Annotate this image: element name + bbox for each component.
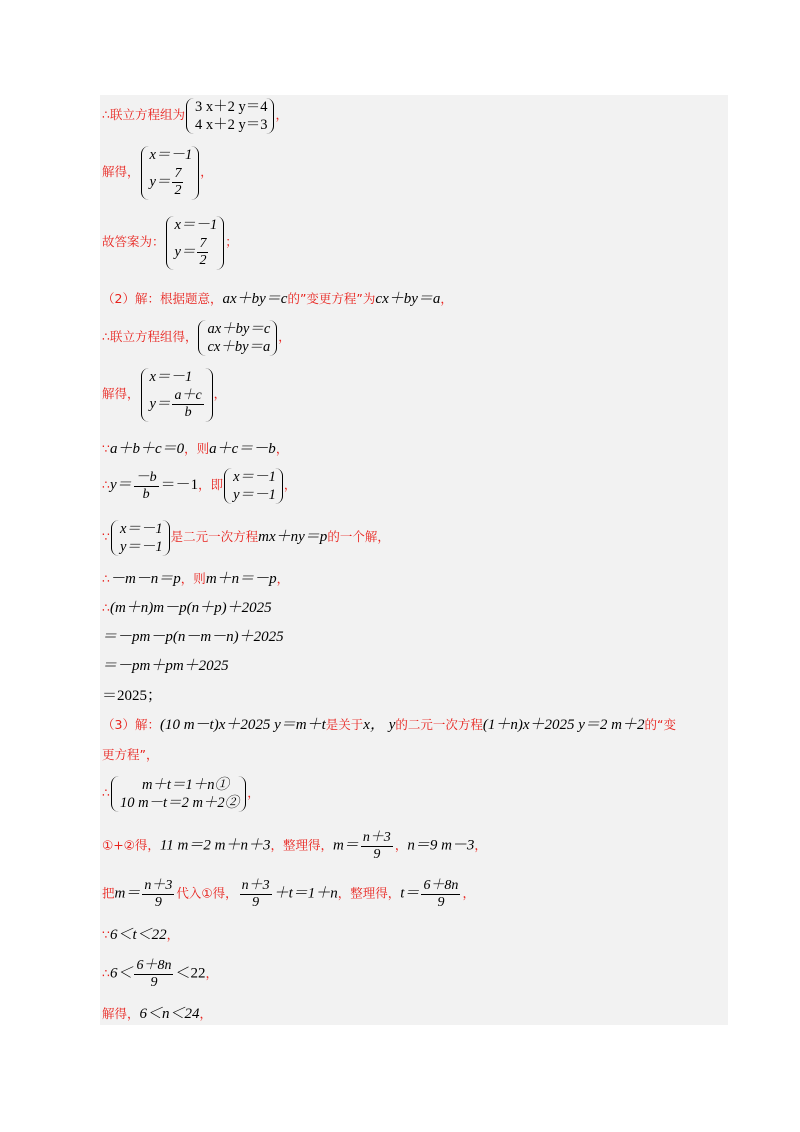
equation: x＝－1 [233, 469, 276, 485]
text: 解得， [102, 386, 140, 402]
text: ∴ [102, 477, 110, 493]
denominator: 9 [252, 895, 260, 910]
denominator: 9 [150, 975, 158, 990]
text: 的一个解， [327, 529, 390, 545]
text: ，整理得， [270, 837, 333, 853]
text: 解得， [102, 1006, 140, 1021]
equation: 6＜n＜24 [139, 1006, 200, 1022]
text: ； [225, 234, 238, 250]
text: ①+②得， [102, 837, 160, 853]
line-part3-cont: 更方程”， [102, 747, 159, 762]
text: ， [278, 329, 291, 345]
text: ， [283, 477, 297, 493]
text: ， [199, 1006, 213, 1021]
text: ∴ [102, 785, 110, 801]
numerator: 6＋8n [423, 878, 459, 893]
text: ，则 [180, 571, 206, 586]
equation: ax＋by＝c [207, 321, 271, 337]
lhs: y＝ [174, 244, 196, 260]
text: ，整理得， [337, 885, 401, 901]
line-system-2 [102, 320, 291, 356]
equation: cx＋by＝a [375, 291, 441, 307]
text: ， [474, 837, 487, 853]
equation: ＝－1 [160, 477, 199, 494]
denominator: b [184, 405, 192, 421]
text: ， [462, 885, 475, 901]
equation: m＝ [114, 885, 141, 902]
line-solution-2 [102, 368, 226, 422]
equation: 3 x＋2 y＝4 [194, 99, 268, 115]
text: 的”变更方程”为 [287, 291, 376, 306]
text: ， [275, 441, 289, 456]
text: ， [213, 386, 227, 402]
text: 解得， [102, 164, 140, 180]
equation-system [223, 468, 284, 504]
text: ∴ [102, 600, 110, 615]
equation-system [140, 368, 214, 422]
numerator: a＋c [174, 388, 202, 404]
line-system-3 [102, 776, 260, 812]
equation [175, 234, 218, 270]
lhs: y＝ [149, 174, 171, 190]
text: ， [205, 965, 218, 981]
numerator: －b [135, 469, 157, 485]
equation: －m－n＝p [109, 571, 181, 587]
line-because-1 [102, 440, 288, 459]
equation-system [110, 776, 247, 812]
text: ， [275, 107, 288, 123]
line-therefore-1 [102, 468, 296, 504]
text: （2）解：根据题意， [102, 291, 223, 306]
denominator: 9 [373, 847, 381, 862]
text: 是二元一次方程 [170, 529, 259, 545]
numerator: 7 [174, 166, 182, 182]
numerator: n＋3 [362, 830, 391, 845]
fraction [134, 958, 173, 991]
text: ，则 [184, 441, 210, 456]
equation: y＝－1 [119, 539, 163, 555]
denominator: b [142, 486, 150, 502]
text: ， [276, 571, 290, 586]
equation: (m＋n)m－p(n＋p)＋2025 [109, 600, 272, 616]
numerator: n＋3 [241, 878, 270, 893]
equation: m＋n＝－p [205, 571, 277, 587]
fraction [361, 830, 393, 863]
equation: t＝ [400, 885, 420, 902]
fraction [134, 470, 159, 503]
text: ∴联立方程组得， [102, 329, 198, 345]
text: ∵ [102, 927, 110, 942]
line-expression [102, 599, 272, 618]
denominator: 9 [154, 895, 162, 910]
equation-system [185, 98, 276, 134]
equation-system [197, 320, 278, 356]
equation: a＋b＋c＝0 [109, 441, 185, 457]
text: 故答案为： [102, 234, 165, 250]
text: 的二元一次方程 [395, 717, 483, 732]
line-substitute [102, 878, 475, 911]
numerator: n＋3 [144, 878, 173, 893]
equation: n＝9 m－3 [407, 837, 475, 854]
text: 代入①得， [176, 885, 238, 901]
equation: 11 m＝2 m＋n＋3 [159, 837, 271, 854]
line-part2-header [102, 290, 453, 309]
numerator: 6＋8n [136, 958, 172, 973]
numerator: 7 [199, 236, 207, 252]
equation: x＝－1 [149, 147, 193, 163]
line-step-2: ＝－pm＋pm＋2025 [102, 658, 229, 674]
equation [150, 386, 206, 422]
fraction [172, 166, 183, 199]
equation: a＋c＝－b [209, 441, 276, 457]
equation: y＝－1 [233, 487, 276, 503]
text: 的“变 [644, 717, 676, 732]
equation: cx＋by＝a [207, 339, 271, 355]
line-answer-1 [102, 216, 238, 270]
line-step-1: ＝－pm－p(n－m－n)＋2025 [102, 629, 284, 645]
text: ∵ [102, 441, 110, 456]
line-because-2 [102, 520, 390, 556]
equation: x＝－1 [149, 369, 193, 385]
lhs: y＝ [149, 396, 171, 412]
equation: ＋t＝1＋n [273, 885, 338, 902]
equation-system [165, 216, 226, 270]
text: 是关于 [325, 717, 364, 732]
equation: x， y [363, 717, 396, 733]
equation: m＝ [332, 837, 359, 854]
text: ，即 [198, 477, 224, 493]
equation: (1＋n)x＋2025 y＝2 m＋2 [482, 717, 645, 733]
denominator: 9 [437, 895, 445, 910]
denominator: 2 [199, 253, 207, 269]
fraction [421, 878, 460, 911]
text: ， [166, 927, 180, 942]
denominator: 2 [174, 183, 182, 199]
text: ∴ [102, 965, 110, 981]
text: ∵ [102, 529, 110, 545]
equation: 6＜ [109, 965, 133, 982]
line-therefore-2 [102, 570, 289, 589]
line-system-1 [102, 98, 288, 134]
line-therefore-3 [102, 958, 218, 991]
text: ∴ [102, 571, 110, 586]
equation: ＜22 [175, 965, 206, 982]
equation: 4 x＋2 y＝3 [194, 117, 268, 133]
fraction [240, 878, 272, 911]
fraction [197, 236, 208, 269]
line-final [102, 1005, 212, 1024]
equation: m＋t＝1＋n① [141, 777, 229, 793]
equation: (10 m－t)x＋2025 y＝m＋t [159, 717, 326, 733]
text: ， [394, 837, 408, 853]
equation: mx＋ny＝p [258, 529, 328, 546]
equation: ax＋by＝c [222, 291, 288, 307]
line-add-equations [102, 830, 487, 863]
equation [150, 164, 193, 200]
equation-system [110, 520, 171, 556]
equation: 10 m－t＝2 m＋2② [119, 795, 240, 811]
text: ， [440, 291, 453, 306]
equation: 6＜t＜22 [109, 927, 167, 943]
line-part3-header [102, 716, 676, 735]
equation-system [140, 146, 201, 200]
line-solution-1 [102, 146, 213, 200]
text: ， [200, 164, 213, 180]
equation: y＝ [109, 477, 132, 494]
text: ∴联立方程组为 [102, 107, 185, 123]
fraction [142, 878, 174, 911]
fraction [172, 388, 203, 421]
equation: x＝－1 [174, 217, 218, 233]
equation: x＝－1 [119, 521, 163, 537]
text: （3）解： [102, 717, 160, 732]
text: 把 [102, 885, 115, 901]
line-because-3 [102, 926, 179, 945]
text: ， [247, 785, 260, 801]
line-result-2025: ＝2025； [102, 688, 163, 704]
